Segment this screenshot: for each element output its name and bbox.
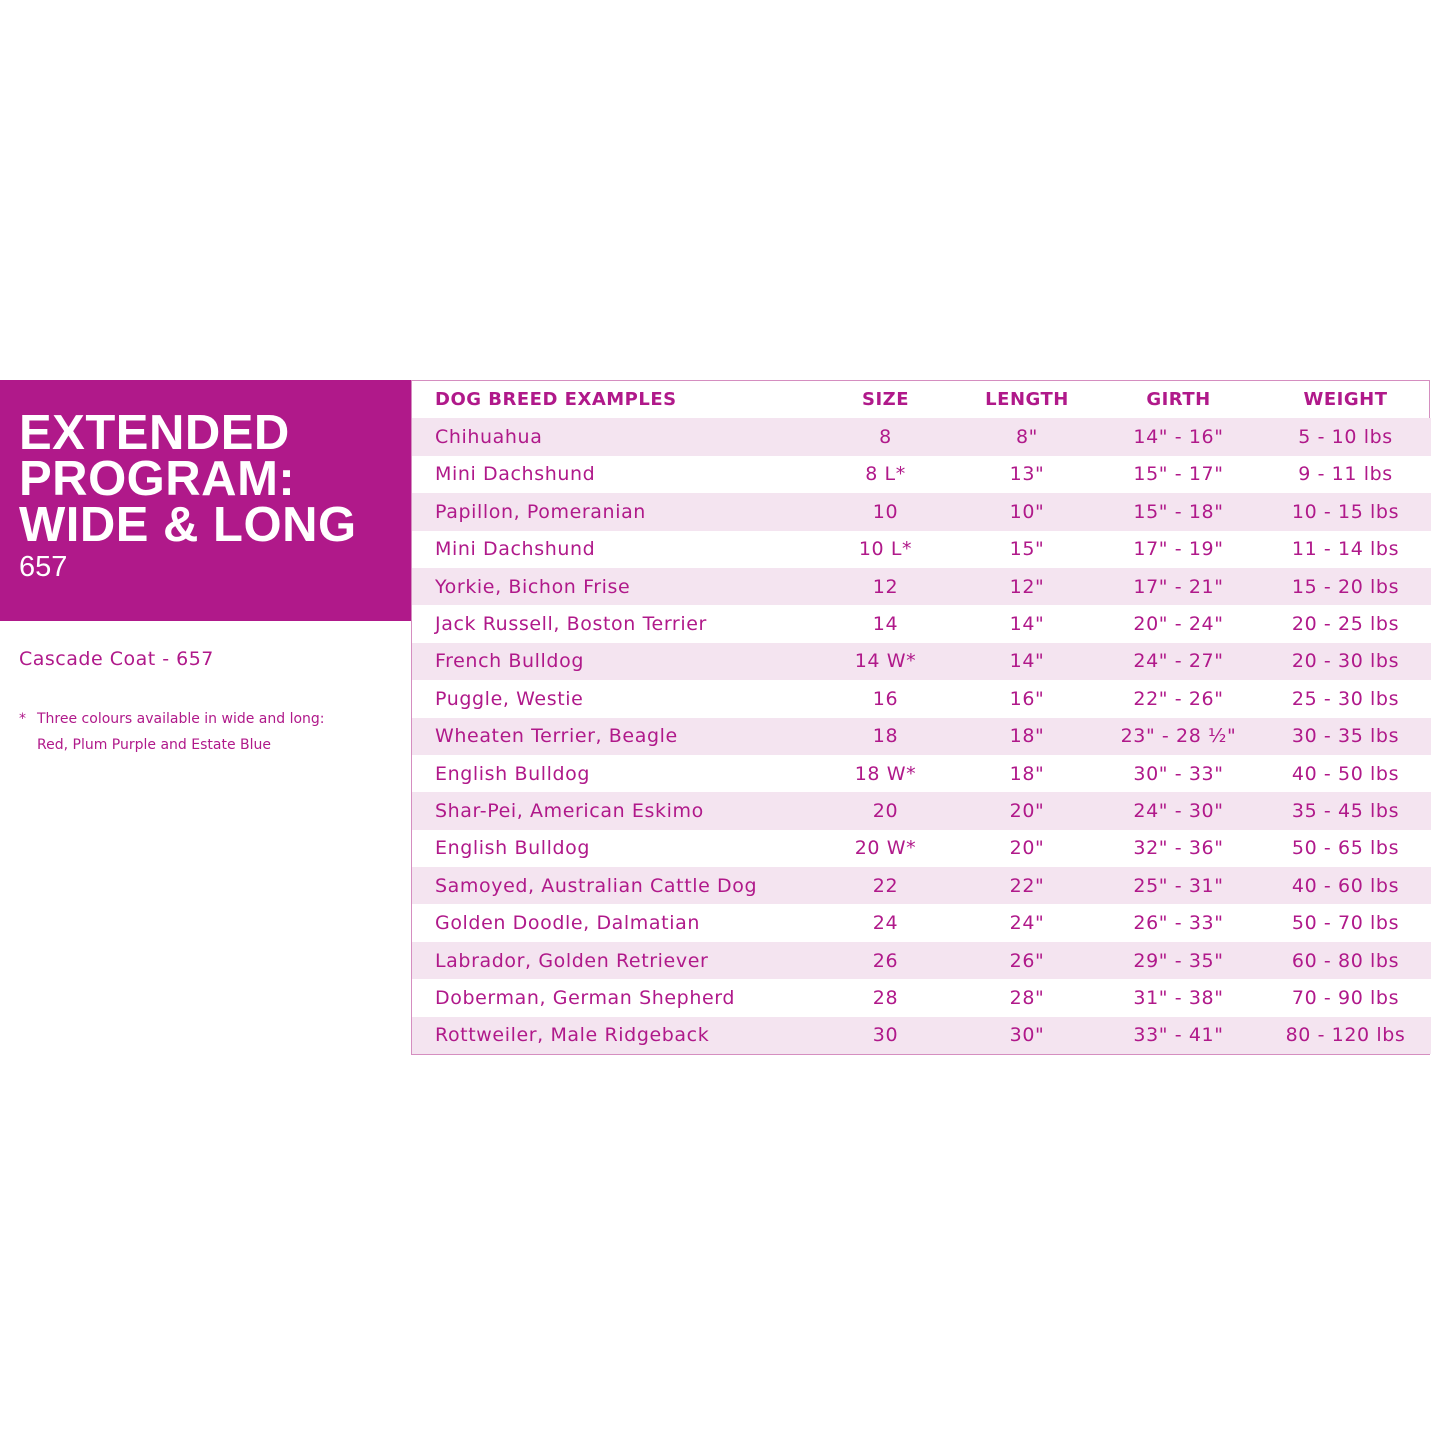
header-length: LENGTH [985,389,1069,411]
cell-girth: 17" - 19" [1097,531,1260,568]
cell-girth: 26" - 33" [1097,904,1260,941]
cell-weight: 9 - 11 lbs [1260,456,1431,493]
cell-weight: 5 - 10 lbs [1260,418,1431,455]
table-row [412,830,1431,867]
table-row [412,605,1431,642]
cell-weight: 15 - 20 lbs [1260,568,1431,605]
cell-length: 18" [957,718,1097,755]
cell-breed: Shar-Pei, American Eskimo [412,792,814,829]
title-banner [0,380,411,621]
cell-weight: 50 - 65 lbs [1260,830,1431,867]
cell-weight: 30 - 35 lbs [1260,718,1431,755]
cell-size: 26 [814,942,957,979]
table-row [412,979,1431,1016]
cell-breed: Chihuahua [412,418,814,455]
cell-size: 18 [814,718,957,755]
cell-breed: Samoyed, Australian Cattle Dog [412,867,814,904]
cell-size: 20 [814,792,957,829]
cell-size: 24 [814,904,957,941]
cell-girth: 15" - 18" [1097,493,1260,530]
cell-length: 14" [957,643,1097,680]
cell-length: 8" [957,418,1097,455]
cell-girth: 24" - 30" [1097,792,1260,829]
cell-weight: 70 - 90 lbs [1260,979,1431,1016]
cell-breed: Golden Doodle, Dalmatian [412,904,814,941]
cell-girth: 31" - 38" [1097,979,1260,1016]
cell-size: 12 [814,568,957,605]
cell-length: 12" [957,568,1097,605]
page-title-line-2: PROGRAM: [19,452,296,506]
cell-weight: 20 - 30 lbs [1260,643,1431,680]
cell-size: 28 [814,979,957,1016]
cell-length: 22" [957,867,1097,904]
table-row [412,418,1431,455]
cell-breed: Yorkie, Bichon Frise [412,568,814,605]
cell-weight: 11 - 14 lbs [1260,531,1431,568]
table-row [412,867,1431,904]
cell-girth: 22" - 26" [1097,680,1260,717]
cell-size: 10 [814,493,957,530]
page-title-line-1: EXTENDED [19,406,290,460]
cell-girth: 25" - 31" [1097,867,1260,904]
size-chart-table [411,380,1430,1055]
cell-length: 14" [957,605,1097,642]
table-row [412,718,1431,755]
table-row [412,1017,1431,1054]
cell-size: 22 [814,867,957,904]
header-girth: GIRTH [1146,389,1211,411]
cell-length: 30" [957,1017,1097,1054]
cell-breed: Rottweiler, Male Ridgeback [412,1017,814,1054]
cell-size: 18 W* [814,755,957,792]
cell-size: 14 [814,605,957,642]
cell-length: 10" [957,493,1097,530]
cell-length: 24" [957,904,1097,941]
cell-weight: 40 - 50 lbs [1260,755,1431,792]
cell-weight: 50 - 70 lbs [1260,904,1431,941]
cell-breed: English Bulldog [412,830,814,867]
table-row [412,643,1431,680]
table-row [412,568,1431,605]
cell-length: 15" [957,531,1097,568]
cell-breed: Wheaten Terrier, Beagle [412,718,814,755]
footnote-line-1: Three colours available in wide and long: [37,711,325,727]
cell-weight: 60 - 80 lbs [1260,942,1431,979]
table-row [412,680,1431,717]
cell-weight: 40 - 60 lbs [1260,867,1431,904]
product-code: 657 [19,551,68,583]
cell-size: 14 W* [814,643,957,680]
cell-length: 16" [957,680,1097,717]
product-name: Cascade Coat - 657 [19,648,214,670]
cell-breed: Mini Dachshund [412,456,814,493]
table-header-row [412,381,1431,418]
cell-breed: Doberman, German Shepherd [412,979,814,1016]
cell-girth: 23" - 28 ½" [1097,718,1260,755]
footnote-line-2: Red, Plum Purple and Estate Blue [37,737,271,753]
cell-length: 13" [957,456,1097,493]
table-row [412,755,1431,792]
footnote-marker: * [19,711,26,727]
cell-girth: 32" - 36" [1097,830,1260,867]
cell-girth: 20" - 24" [1097,605,1260,642]
cell-size: 30 [814,1017,957,1054]
cell-weight: 20 - 25 lbs [1260,605,1431,642]
table-row [412,942,1431,979]
cell-breed: Jack Russell, Boston Terrier [412,605,814,642]
cell-weight: 10 - 15 lbs [1260,493,1431,530]
table-row [412,904,1431,941]
page-title-line-3: WIDE & LONG [19,498,357,552]
cell-size: 16 [814,680,957,717]
header-size: SIZE [861,389,909,411]
footnote [19,706,325,758]
cell-length: 20" [957,830,1097,867]
cell-girth: 33" - 41" [1097,1017,1260,1054]
table-row [412,456,1431,493]
cell-weight: 80 - 120 lbs [1260,1017,1431,1054]
cell-size: 8 [814,418,957,455]
cell-breed: Labrador, Golden Retriever [412,942,814,979]
cell-size: 8 L* [814,456,957,493]
cell-length: 18" [957,755,1097,792]
cell-girth: 24" - 27" [1097,643,1260,680]
cell-size: 10 L* [814,531,957,568]
table-row [412,531,1431,568]
cell-girth: 14" - 16" [1097,418,1260,455]
cell-length: 28" [957,979,1097,1016]
header-breed: DOG BREED EXAMPLES [435,389,677,411]
cell-breed: Puggle, Westie [412,680,814,717]
cell-girth: 17" - 21" [1097,568,1260,605]
cell-length: 26" [957,942,1097,979]
header-weight: WEIGHT [1303,389,1388,411]
table-row [412,493,1431,530]
cell-girth: 15" - 17" [1097,456,1260,493]
cell-breed: English Bulldog [412,755,814,792]
cell-weight: 35 - 45 lbs [1260,792,1431,829]
cell-breed: Papillon, Pomeranian [412,493,814,530]
cell-size: 20 W* [814,830,957,867]
table-row [412,792,1431,829]
cell-breed: Mini Dachshund [412,531,814,568]
cell-length: 20" [957,792,1097,829]
cell-weight: 25 - 30 lbs [1260,680,1431,717]
cell-girth: 30" - 33" [1097,755,1260,792]
cell-girth: 29" - 35" [1097,942,1260,979]
cell-breed: French Bulldog [412,643,814,680]
